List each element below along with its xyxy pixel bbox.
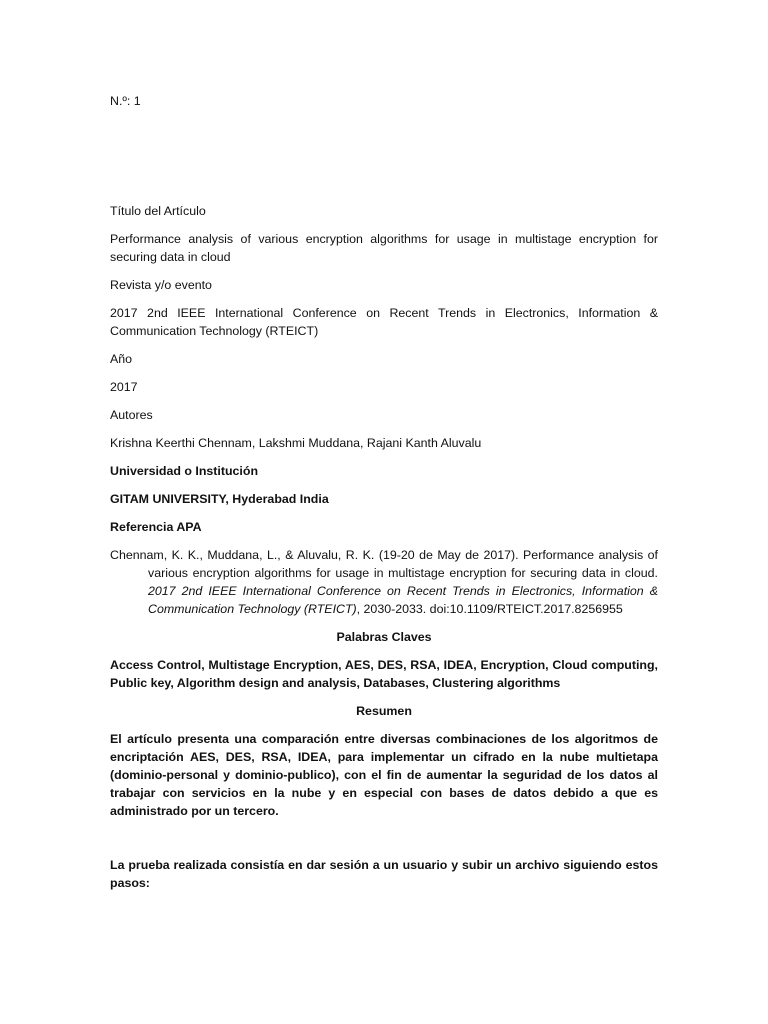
apa-reference	[110, 546, 658, 618]
keywords: Access Control, Multistage Encryption, AES, DES, RSA, IDEA, Encryption, Cloud computing, Public key, Algorithm design and analysis, Databases, Clustering algorithms	[110, 658, 658, 690]
reference-pages-doi: , 2030-2033. doi:10.1109/RTEICT.2017.8256955	[356, 602, 623, 616]
keywords-heading: Palabras Claves	[336, 630, 432, 644]
reference-main: Chennam, K. K., Muddana, L., & Aluvalu, R. K. (19-20 de May de 2017). Performance analysis of various encryption algorithms for usage in multistage encryption for securing data in cloud.	[110, 548, 658, 580]
summary-text: El artículo presenta una comparación entre diversas combinaciones de los algoritmos de encriptación AES, DES, RSA, IDEA, para implementar un cifrado en la nube multietapa (dominio-personal y dominio-publico), con el fin de aumentar la seguridad de los datos al trabajar con servicios en la nube y en especial con bases de datos debido a que es administrado por un tercero.	[110, 732, 658, 818]
document-content	[110, 92, 658, 892]
article-title: Performance analysis of various encryption algorithms for usage in multistage encryption for securing data in cloud	[110, 232, 658, 264]
reference-italic: 2017 2nd IEEE International Conference on Recent Trends in Electronics, Information & Communication Technology (RTEICT)	[148, 584, 658, 616]
institution: GITAM UNIVERSITY, Hyderabad India	[110, 492, 329, 506]
authors: Krishna Keerthi Chennam, Lakshmi Muddana, Rajani Kanth Aluvalu	[110, 436, 482, 450]
year: 2017	[110, 380, 138, 394]
summary-heading: Resumen	[356, 704, 412, 718]
reference-label: Referencia APA	[110, 520, 202, 534]
record-number: N.º: 1	[110, 94, 141, 108]
journal-label: Revista y/o evento	[110, 278, 212, 292]
test-description: La prueba realizada consistía en dar sesión a un usuario y subir un archivo siguiendo estos pasos:	[110, 858, 658, 890]
authors-label: Autores	[110, 408, 153, 422]
year-label: Año	[110, 352, 133, 366]
institution-label: Universidad o Institución	[110, 464, 259, 478]
journal: 2017 2nd IEEE International Conference on Recent Trends in Electronics, Information & Communication Technology (RTEICT)	[110, 306, 658, 338]
article-title-label: Título del Artículo	[110, 204, 206, 218]
